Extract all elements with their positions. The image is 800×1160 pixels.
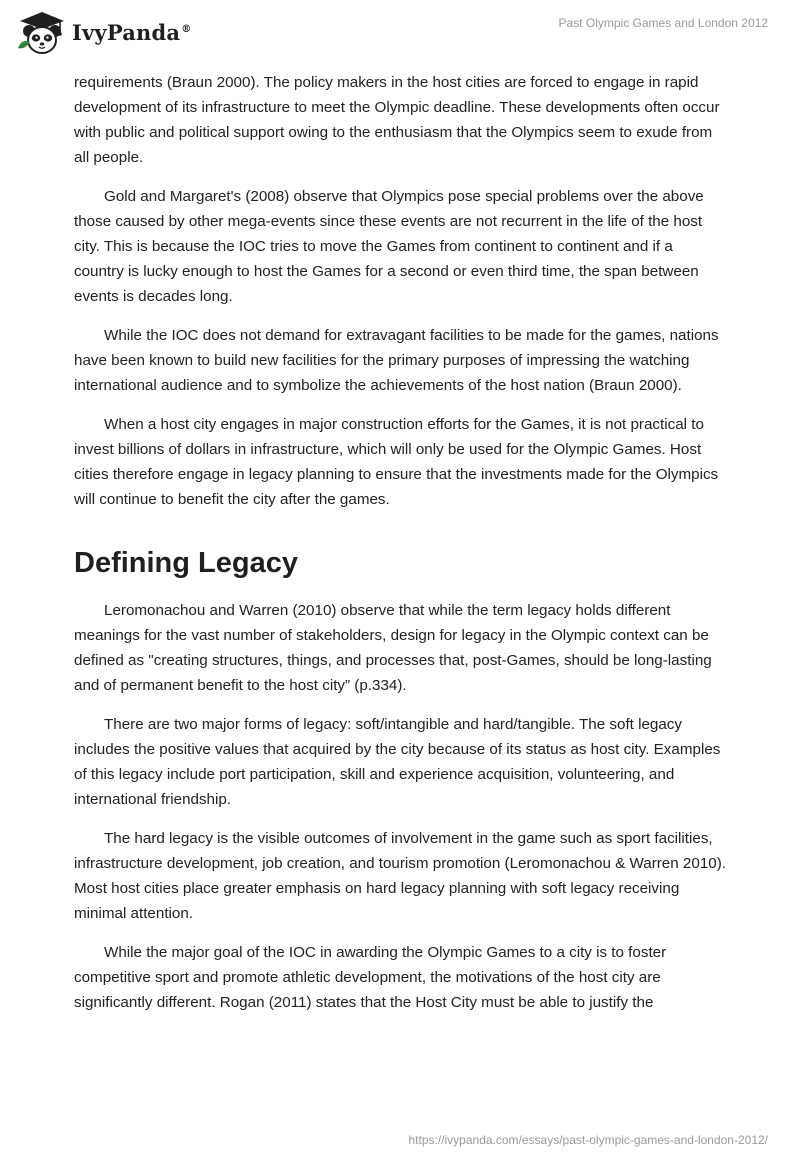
- logo-wordmark: IvyPanda®: [72, 19, 192, 45]
- paragraph: When a host city engages in major construction efforts for the Games, it is not practical to invest billions of dollars in infrastructure, which will only be used for the Olympic Games. Host cities therefore engage in legacy planning to ensure that the investments made for the Olympics will continue to benefit the city after the games.: [74, 416, 719, 508]
- paragraph: While the IOC does not demand for extravagant facilities to be made for the games, nations have been known to build new facilities for the primary purposes of impressing the watching international audience and to symbolize the achievements of the host nation (Braun 2000).: [74, 327, 719, 394]
- section-heading: Defining Legacy: [74, 547, 298, 579]
- paragraph: While the major goal of the IOC in awarding the Olympic Games to a city is to foster competitive sport and promote athletic development, the motivations of the host city are significantly different. Rogan (2011) states that the Host City must be able to justify the: [74, 944, 667, 1011]
- paragraph: There are two major forms of legacy: soft/intangible and hard/tangible. The soft legacy includes the positive values that acquired by the city because of its status as host city. Examples of this legacy include port participation, skill and experience acquisition, volunteering, and international friendship.: [74, 716, 721, 808]
- page-header: [0, 0, 800, 64]
- essay-body: [74, 70, 726, 1029]
- paragraph: Leromonachou and Warren (2010) observe that while the term legacy holds different meanings for the vast number of stakeholders, design for legacy in the Olympic context can be defined as "creating structures, things, and processes that, post-Games, should be long-lasting and of permanent benefit to the host city” (p.334).: [74, 602, 712, 694]
- document-title: Past Olympic Games and London 2012: [558, 16, 768, 30]
- paragraph: requirements (Braun 2000). The policy makers in the host cities are forced to engage in rapid development of its infrastructure to meet the Olympic deadline. These developments often occur with public and political support owing to the enthusiasm that the Olympics seem to exude from all people.: [74, 74, 720, 166]
- ivypanda-logo[interactable]: [14, 8, 191, 56]
- paragraph: The hard legacy is the visible outcomes of involvement in the game such as sport facilities, infrastructure development, job creation, and tourism promotion (Leromonachou & Warren 2010). Most host cities place greater emphasis on hard legacy planning with soft legacy receiving minimal attention.: [74, 830, 726, 922]
- panda-graduate-icon: [14, 8, 70, 56]
- source-url[interactable]: https://ivypanda.com/essays/past-olympic-games-and-london-2012/: [408, 1133, 768, 1147]
- paragraph: Gold and Margaret's (2008) observe that Olympics pose special problems over the above those caused by other mega-events since these events are not recurrent in the life of the host city. This is because the IOC tries to move the Games from continent to continent and if a country is lucky enough to host the Games for a second or even third time, the span between events is decades long.: [74, 188, 704, 305]
